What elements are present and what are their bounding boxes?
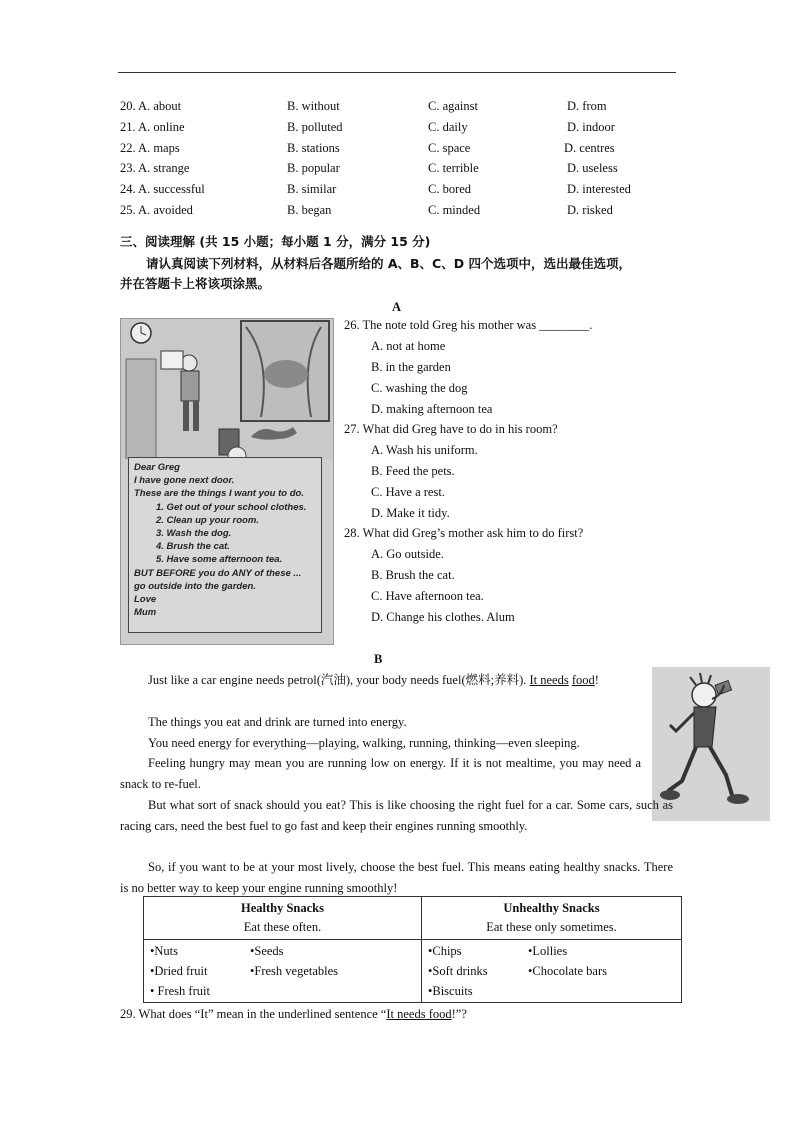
healthy-header: Healthy Snacks Eat these often. (144, 897, 422, 940)
boy-and-dog-illustration (121, 319, 333, 459)
passage-b-label: B (374, 652, 383, 666)
answer-option: A. Go outside. (371, 547, 444, 561)
answer-option: D. Make it tidy. (371, 506, 450, 520)
option-row: 20. A. about B. without C. against D. from (120, 99, 607, 113)
passage-b-paragraph-2: The things you eat and drink are turned into energy. (148, 715, 407, 729)
list-item (528, 982, 648, 1000)
section-instruction: 请认真阅读下列材料，从材料后各题所给的 A、B、C、D 四个选项中，选出最佳选项， (146, 256, 631, 271)
unhealthy-items (422, 940, 682, 1003)
list-item: •Nuts (150, 944, 178, 958)
passage-b-paragraph-4: Feeling hungry may mean you are running low on energy. If it is not mealtime, you may need a snack to re-fuel. (120, 756, 641, 791)
passage-a-illustration (120, 318, 334, 645)
section-instruction-cont: 并在答题卡上将该项涂黑。 (120, 276, 271, 291)
passage-b-paragraph-3: You need energy for everything—playing, walking, running, thinking—even sleeping. (148, 736, 580, 750)
question-29: 29. What does “It” mean in the underlined sentence “It needs food!”? (120, 1007, 467, 1021)
answer-option: C. washing the dog (371, 381, 468, 395)
unhealthy-header: Unhealthy Snacks Eat these only sometimes. (422, 897, 682, 940)
list-item: • Fresh fruit (150, 984, 210, 998)
list-item: •Lollies (528, 944, 568, 958)
header-rule (118, 72, 676, 73)
question-stem: 28. What did Greg’s mother ask him to do first? (344, 526, 584, 540)
answer-option: B. Feed the pets. (371, 464, 455, 478)
passage-b-paragraph-6: So, if you want to be at your most lively, choose the best fuel. This means eating healthy snacks. There is no better way to keep your engine running smoothly! (120, 860, 673, 895)
mum-note: Dear Greg I have gone next door. These are the things I want you to do. 1. Get out of your school clothes. 2. Clean up your room. 3. Wash the dog. 4. Brush the cat. 5. Have some afternoon tea. BUT BEFORE you do ANY of these ... go outside into the garden. Love Mum (128, 457, 322, 633)
list-item: •Chips (428, 944, 462, 958)
option-row: 23. A. strange B. popular C. terrible D. useless (120, 161, 618, 175)
snacks-table (143, 896, 682, 1003)
healthy-items (144, 940, 422, 1003)
section-heading: 三、阅读理解 (共 15 小题；每小题 1 分，满分 15 分) (120, 234, 431, 249)
option-row: 25. A. avoided B. began C. minded D. risked (120, 203, 613, 217)
list-item: •Soft drinks (428, 964, 488, 978)
answer-option: A. Wash his uniform. (371, 443, 478, 457)
list-item: •Dried fruit (150, 964, 208, 978)
list-item: •Biscuits (428, 984, 473, 998)
answer-option: B. in the garden (371, 360, 451, 374)
list-item (250, 982, 370, 1000)
answer-option: C. Have a rest. (371, 485, 445, 499)
option-row: 24. A. successful B. similar C. bored D. interested (120, 182, 631, 196)
answer-option: D. making afternoon tea (371, 402, 493, 416)
answer-option: D. Change his clothes. Alum (371, 610, 515, 624)
list-item: •Fresh vegetables (250, 964, 339, 978)
question-stem: 27. What did Greg have to do in his room? (344, 422, 558, 436)
question-stem: 26. The note told Greg his mother was ________. (344, 318, 593, 332)
passage-b-paragraph-1: Just like a car engine needs petrol(汽油), your body needs fuel(燃料;养料). It needs food! (148, 673, 599, 687)
passage-a-label: A (392, 300, 402, 314)
list-item: •Chocolate bars (528, 964, 608, 978)
passage-b-paragraph-5: But what sort of snack should you eat? This is like choosing the right fuel for a car. Some cars, such as racing cars, need the best fuel to go fast and keep their engines running smoothly. (120, 798, 673, 833)
answer-option: B. Brush the cat. (371, 568, 455, 582)
answer-option: A. not at home (371, 339, 446, 353)
list-item: •Seeds (250, 944, 284, 958)
option-row: 22. A. maps B. stations C. space D. centres (120, 141, 615, 155)
answer-option: C. Have afternoon tea. (371, 589, 484, 603)
option-row: 21. A. online B. polluted C. daily D. indoor (120, 120, 615, 134)
